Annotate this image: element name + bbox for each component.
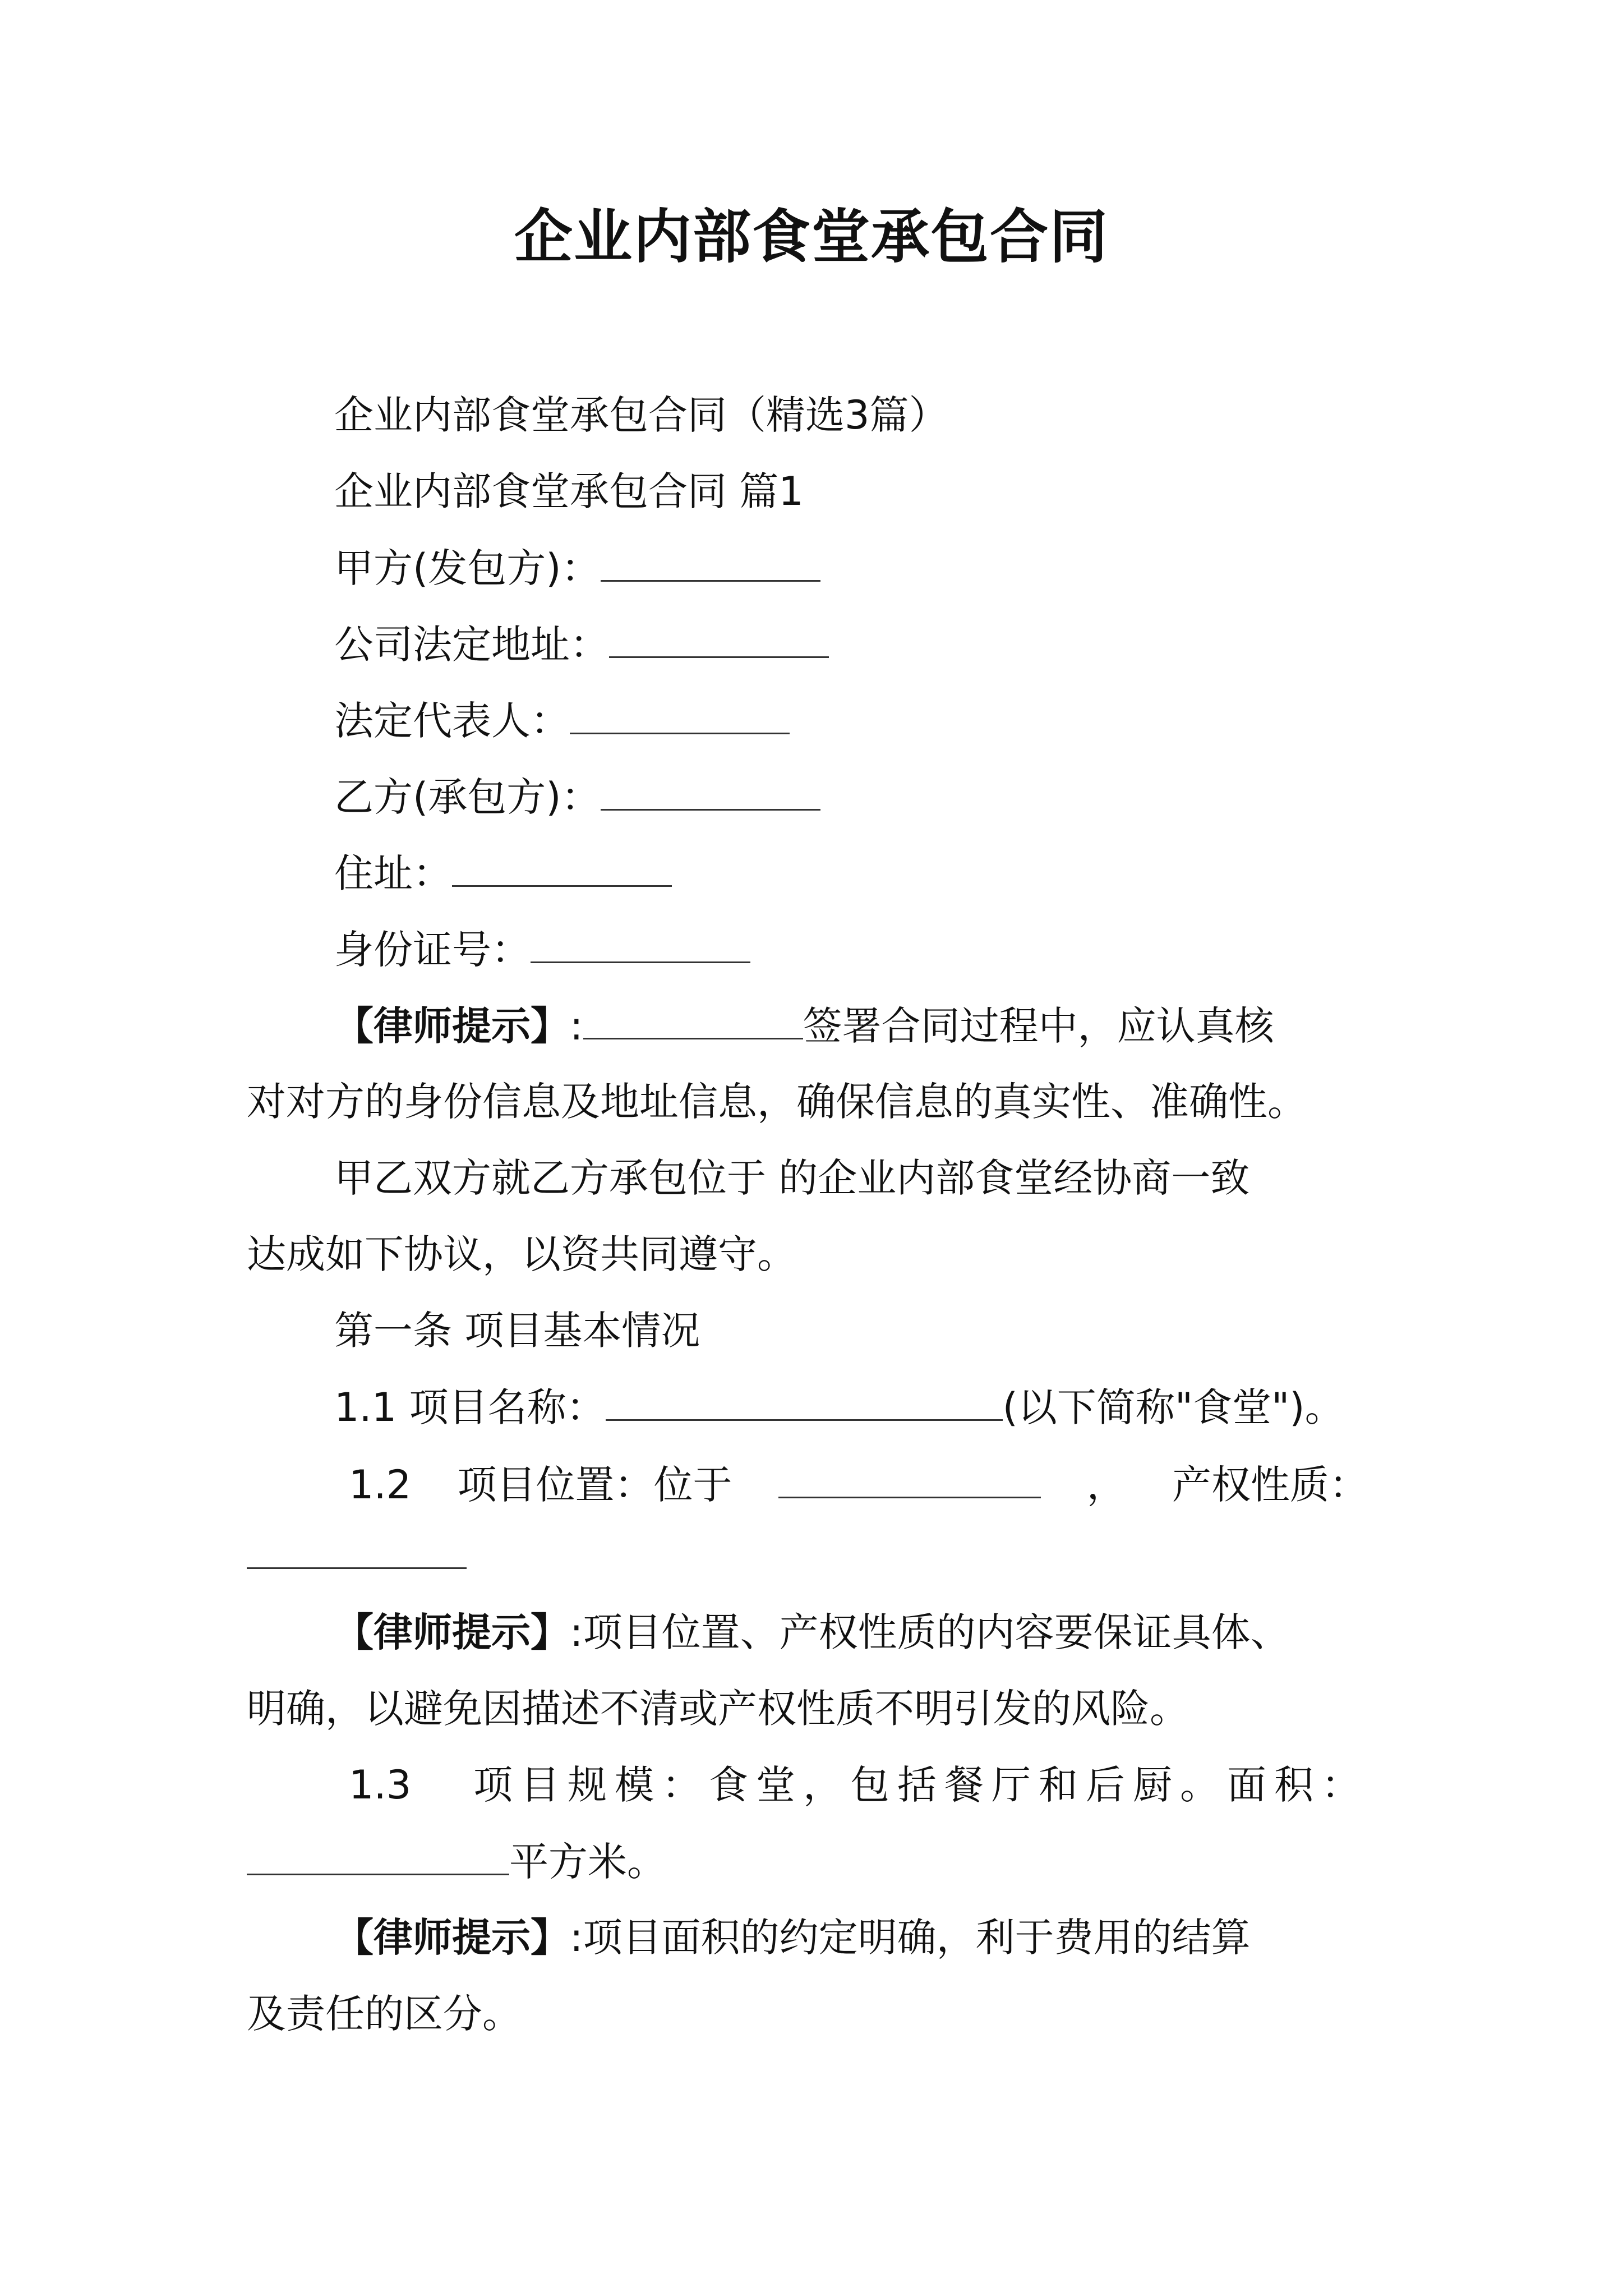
item-1-3-unit: 平方米。 (509, 1839, 666, 1885)
item-1-2-location-blank (778, 1456, 1041, 1498)
item-1-3-row (349, 1757, 1368, 1813)
lawyer-tip-3-line-a (334, 1910, 1251, 1966)
section-title: 企业内部食堂承包合同 篇1 (334, 468, 804, 514)
lawyer-tip-3-line-b: 及责任的区分。 (247, 1991, 522, 2037)
lawyer-tip-1-colon: : (570, 1003, 583, 1049)
company-address-blank (609, 616, 829, 658)
party-a-blank (601, 540, 820, 582)
party-a-row (334, 540, 820, 596)
address-label: 住址： (334, 850, 452, 896)
id-number-blank (531, 921, 750, 963)
item-1-1-suffix: (以下简称"食堂")。 (1002, 1384, 1344, 1430)
document-subtitle: 企业内部食堂承包合同（精选3篇） (334, 392, 948, 438)
lawyer-tip-2-line-b: 明确，以避免因描述不清或产权性质不明引发的风险。 (247, 1686, 1189, 1732)
id-number-row (334, 921, 750, 978)
item-1-3-number: 1.3 (349, 1762, 412, 1808)
lawyer-tip-2-line-a (334, 1604, 1290, 1660)
address-blank (452, 845, 672, 887)
item-1-3-text: 项目规模：食堂，包括餐厅和后厨。面积： (473, 1762, 1368, 1808)
item-1-3-area-blank (247, 1833, 509, 1875)
agreement-line-a: 甲乙双方就乙方承包位于 的企业内部食堂经协商一致 (334, 1155, 1250, 1201)
id-number-label: 身份证号： (334, 927, 531, 973)
lawyer-tip-1-line-b: 对对方的身份信息及地址信息，确保信息的真实性、准确性。 (247, 1079, 1307, 1125)
article-1-title: 第一条 项目基本情况 (334, 1308, 700, 1354)
item-1-2-number: 1.2 (349, 1462, 412, 1508)
address-row (334, 845, 672, 901)
agreement-line-b: 达成如下协议，以资共同遵守。 (247, 1231, 796, 1277)
item-1-1-blank (606, 1379, 1003, 1421)
item-1-1-label: 1.1 项目名称： (334, 1384, 606, 1430)
lawyer-tip-1-text-a: 签署合同过程中，应认真核 (803, 1003, 1274, 1049)
company-address-row (334, 616, 829, 673)
company-address-label: 公司法定地址： (334, 622, 609, 668)
legal-rep-label: 法定代表人： (334, 698, 570, 744)
item-1-2-property-row (247, 1527, 467, 1584)
item-1-2-label: 项目位置：位于 (457, 1462, 732, 1508)
item-1-2-row (349, 1456, 1368, 1513)
item-1-2-property-blank (247, 1527, 467, 1569)
item-1-3-area-row (247, 1833, 666, 1890)
lawyer-tip-1-blank (583, 997, 803, 1039)
item-1-1-row (334, 1379, 1344, 1435)
document-title: 企业内部食堂承包合同 (514, 202, 1109, 271)
party-b-blank (601, 769, 820, 811)
lawyer-tip-3-mark: 【律师提示】 (334, 1915, 570, 1961)
legal-rep-row (334, 692, 790, 749)
lawyer-tip-3-text-a: :项目面积的约定明确，利于费用的结算 (570, 1915, 1251, 1961)
item-1-2-property-label: 产权性质： (1172, 1462, 1368, 1508)
party-a-label: 甲方(发包方)： (334, 545, 601, 591)
lawyer-tip-2-text-a: :项目位置、产权性质的内容要保证具体、 (570, 1609, 1290, 1655)
party-b-row (334, 769, 820, 825)
party-b-label: 乙方(承包方)： (334, 774, 601, 820)
legal-rep-blank (570, 692, 790, 734)
lawyer-tip-1-line-a (334, 997, 1274, 1054)
lawyer-tip-2-mark: 【律师提示】 (334, 1609, 570, 1655)
item-1-2-comma: ， (1086, 1462, 1126, 1508)
lawyer-tip-1-mark: 【律师提示】 (334, 1003, 570, 1049)
